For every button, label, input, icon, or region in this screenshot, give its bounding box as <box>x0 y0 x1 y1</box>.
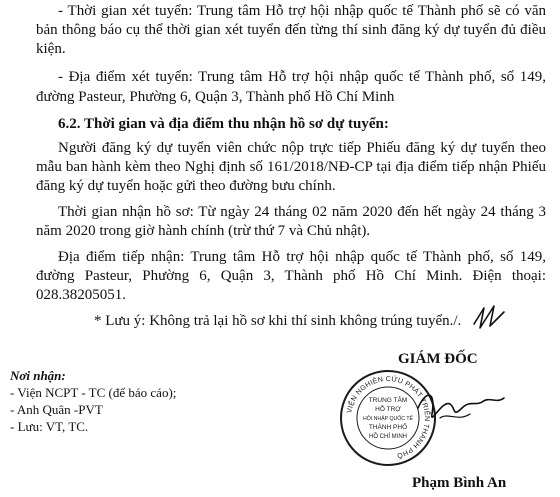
recipient-item: - Viện NCPT - TC (để báo cáo); <box>10 385 177 400</box>
para-exam-place-line2: đường Pasteur, Phường 6, Quận 3, Thành phố Hồ Chí Minh <box>36 89 395 105</box>
para-receipt-time-line1: Thời gian nhận hồ sơ: Từ ngày 24 tháng 02 năm 2020 đến hết ngày 24 tháng 3 <box>58 204 546 220</box>
initial-mark <box>470 302 510 332</box>
para-exam-place-line1: - Địa điểm xét tuyển: Trung tâm Hỗ trợ hội nhập quốc tế Thành phố, số 149, <box>58 69 546 85</box>
para-submission-line1: Người đăng ký dự tuyển viên chức nộp trực tiếp Phiếu đăng ký dự tuyển theo <box>58 140 546 156</box>
para-receipt-time-line2: năm 2020 trong giờ hành chính (trừ thứ 7 và Chủ nhật). <box>36 223 371 239</box>
svg-text:TRUNG TÂM: TRUNG TÂM <box>368 397 408 404</box>
svg-text:VIỆN NGHIÊN CỨU PHÁT TRIỂN THÀ: VIỆN NGHIÊN CỨU PHÁT TRIỂN THÀNH PHỐ <box>346 375 431 459</box>
para-submission-line3: đăng ký dự tuyển hoặc gửi theo đường bưu chính. <box>36 178 336 194</box>
svg-text:HỘI NHẬP QUỐC TẾ: HỘI NHẬP QUỐC TẾ <box>363 416 413 422</box>
recipient-item: - Anh Quân -PVT <box>10 402 103 417</box>
para-receipt-place-line2: đường Pasteur, Phường 6, Quận 3, Thành phố Hồ Chí Minh. Điện thoại: <box>36 268 546 284</box>
para-receipt-place-line1: Địa điểm tiếp nhận: Trung tâm Hỗ trợ hội nhập quốc tế Thành phố, số 149, <box>58 249 546 265</box>
svg-text:THÀNH PHỐ: THÀNH PHỐ <box>368 424 408 431</box>
para-submission-line2: mẫu ban hành kèm theo Nghị định số 161/2018/NĐ-CP tại địa điểm tiếp nhận Phiếu <box>36 159 546 175</box>
section-heading-6-2: 6.2. Thời gian và địa điểm thu nhận hồ sơ dự tuyển: <box>58 116 389 132</box>
recipients-title: Nơi nhận: <box>10 368 66 383</box>
signer-position: GIÁM ĐỐC <box>398 351 478 367</box>
recipient-item: - Lưu: VT, TC. <box>10 419 89 434</box>
note-line: * Lưu ý: Không trả lại hồ sơ khi thí sinh không trúng tuyển./. <box>94 313 462 329</box>
svg-text:HỒ CHÍ MINH: HỒ CHÍ MINH <box>369 434 407 440</box>
para-exam-time-line2: bản thông báo cụ thể thời gian xét tuyển đến từng thí sinh đăng ký dự tuyển đủ điều <box>36 22 546 38</box>
handwritten-signature <box>412 378 512 438</box>
para-exam-time-line3: kiện. <box>36 41 66 57</box>
para-receipt-place-line3: 028.38205051. <box>36 287 126 303</box>
svg-text:HỖ TRỢ: HỖ TRỢ <box>375 406 401 413</box>
signer-name: Phạm Bình An <box>412 475 507 491</box>
para-exam-time-line1: - Thời gian xét tuyển: Trung tâm Hỗ trợ hội nhập quốc tế Thành phố sẽ có văn <box>58 3 546 19</box>
